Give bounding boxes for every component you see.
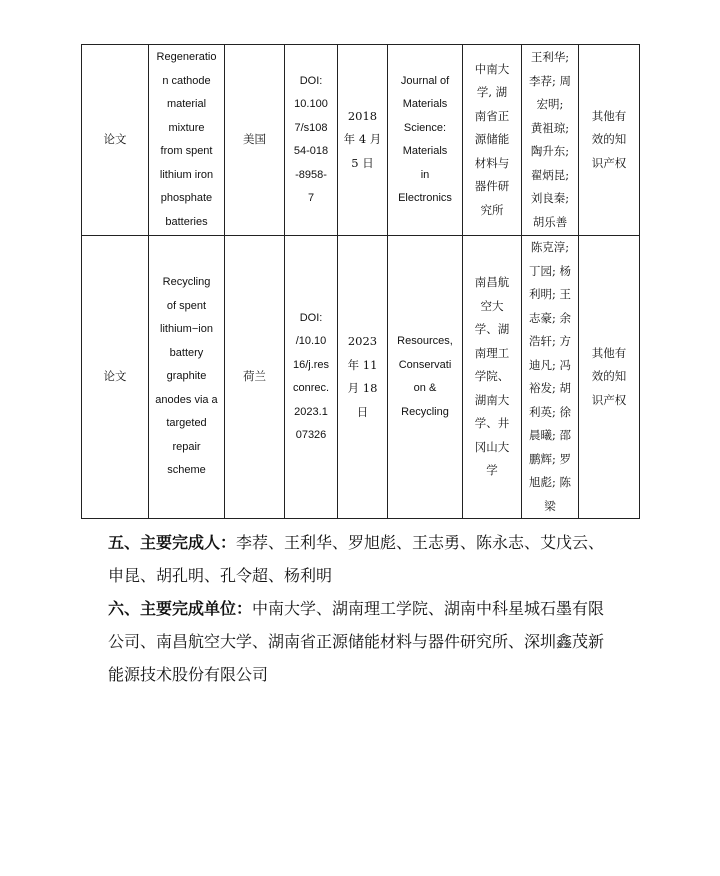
authors-cell: 王利华; 李荐; 周 宏明; 黄祖琼; 陶升东; 翟炳昆; 刘良秦; 胡乐善 xyxy=(522,45,579,236)
country-cell: 美国 xyxy=(225,45,285,236)
ip-type-cell: 其他有 效的知 识产权 xyxy=(579,45,640,236)
authors-cell: 陈克淳; 丁园; 杨 利明; 王 志豪; 余 浩轩; 方 迪凡; 冯 裕发; 胡 利英; 徐 晨曦; 邵 鹏辉; 罗 旭彪; 陈 梁 xyxy=(522,236,579,519)
date-cell: 2018 年 4 月 5 日 xyxy=(338,45,388,236)
ip-type-cell: 其他有 效的知 识产权 xyxy=(579,236,640,519)
country-cell: 荷兰 xyxy=(225,236,285,519)
organization-cell: 中南大 学, 湖 南省正 源储能 材料与 器件研 究所 xyxy=(463,45,522,236)
achievements-table xyxy=(81,44,640,519)
table-row xyxy=(82,236,640,519)
doi-cell: DOI: /10.10 16/j.res conrec. 2023.1 07326 xyxy=(285,236,338,519)
title-cell: Regeneratio n cathode material mixture from spent lithium iron phosphate batteries xyxy=(149,45,225,236)
main-units-section xyxy=(108,592,618,691)
organization-cell: 南昌航 空大 学、湖 南理工 学院、 湖南大 学、井 冈山大 学 xyxy=(463,236,522,519)
contributors-list: 李荐、王利华、罗旭彪、王志勇、陈永志、艾戊云、申昆、胡孔明、孔令超、杨利明 xyxy=(108,533,605,585)
section-heading: 六、主要完成单位： xyxy=(108,599,253,618)
units-list: 中南大学、湖南理工学院、湖南中科星城石墨有限公司、南昌航空大学、湖南省正源储能材料与器件研究所、深圳鑫茂新能源技术股份有限公司 xyxy=(108,599,605,684)
section-heading: 五、主要完成人： xyxy=(108,533,237,552)
journal-cell: Resources, Conservati on & Recycling xyxy=(388,236,463,519)
type-cell: 论文 xyxy=(82,45,149,236)
date-cell: 2023 年 11 月 18 日 xyxy=(338,236,388,519)
journal-cell: Journal of Materials Science: Materials in Electronics xyxy=(388,45,463,236)
main-contributors-section xyxy=(108,526,618,592)
type-cell: 论文 xyxy=(82,236,149,519)
doi-cell: DOI: 10.100 7/s108 54-018 -8958- 7 xyxy=(285,45,338,236)
table-row xyxy=(82,45,640,236)
title-cell: Recycling of spent lithium−ion battery graphite anodes via a targeted repair scheme xyxy=(149,236,225,519)
